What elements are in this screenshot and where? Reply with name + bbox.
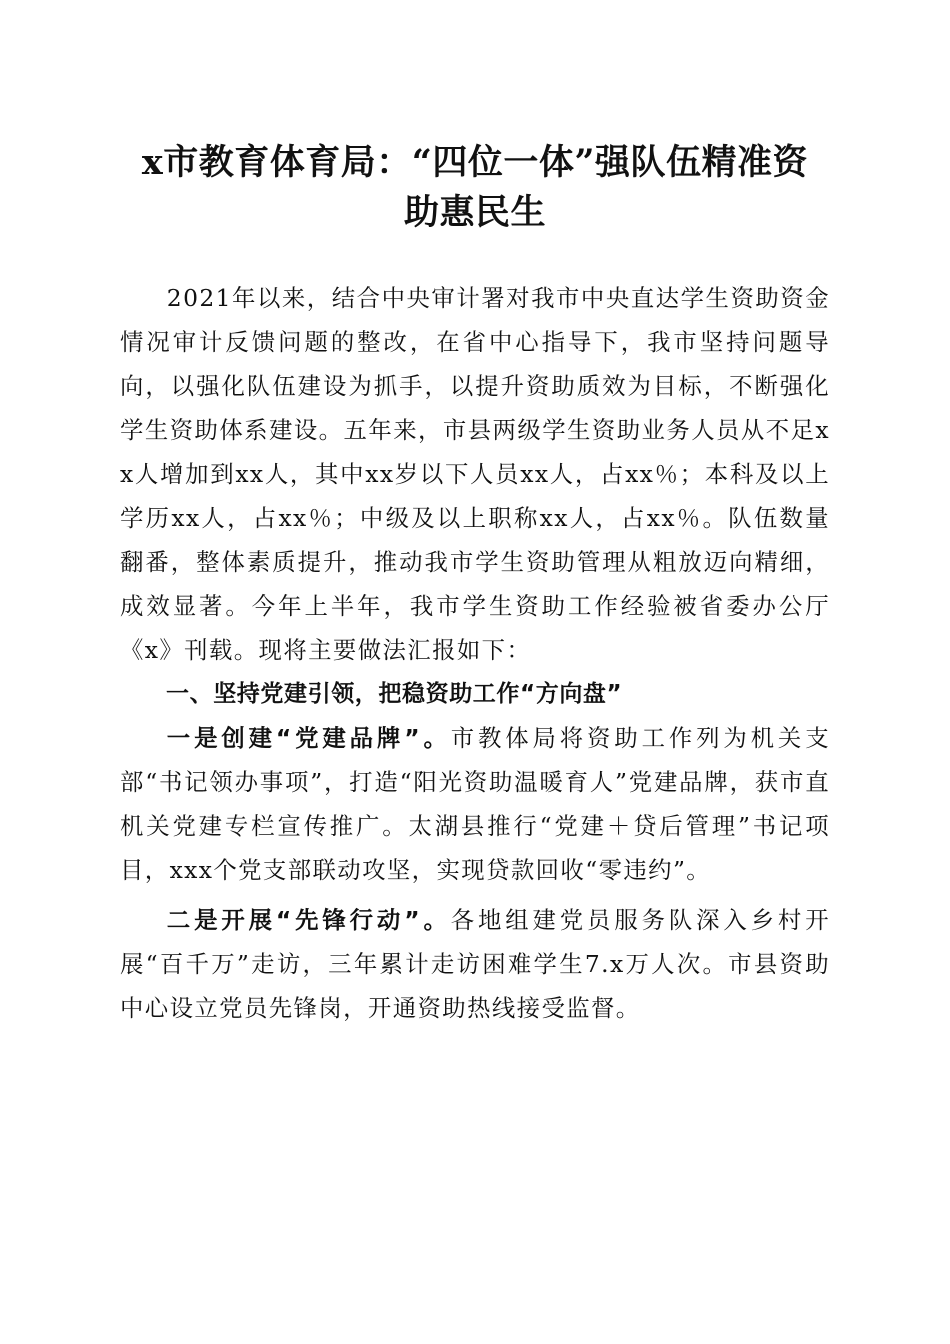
- document-body: [120, 276, 830, 1030]
- item-2-paragraph: [120, 898, 830, 1030]
- item-2-text: 各地组建党员服务队深入乡村开展“百千万”走访，三年累计走访困难学生7.x万人次。市县资助中心设立党员先锋岗，开通资助热线接受监督。: [120, 906, 830, 1022]
- title-line-2: 助惠民生: [403, 192, 546, 233]
- title-line-1: x市教育体育局：“四位一体”强队伍精准资: [141, 142, 809, 183]
- item-1-paragraph: [120, 716, 830, 892]
- item-2-lead: 二是开展“先锋行动”。: [166, 906, 451, 934]
- section-1-heading: 一、坚持党建引领，把稳资助工作“方向盘”: [166, 681, 623, 707]
- intro-paragraph: 2021年以来，结合中央审计署对我市中央直达学生资助资金情况审计反馈问题的整改，在省中心指导下，我市坚持问题导向，以强化队伍建设为抓手，以提升资助质效为目标，不断强化学生资助体系建设。五年来，市县两级学生资助业务人员从不足xx人增加到xx人，其中xx岁以下人员xx人，占xx％；本科及以上学历xx人，占xx％；中级及以上职称xx人，占xx％。队伍数量翻番，整体素质提升，推动我市学生资助管理从粗放迈向精细，成效显著。今年上半年，我市学生资助工作经验被省委办公厅《x》刊载。现将主要做法汇报如下：: [120, 284, 830, 664]
- item-1-text: 市教体局将资助工作列为机关支部“书记领办事项”，打造“阳光资助温暖育人”党建品牌，获市直机关党建专栏宣传推广。太湖县推行“党建＋贷后管理”书记项目，xxx个党支部联动攻坚，实现贷款回收“零违约”。: [120, 724, 830, 884]
- document-title: [110, 138, 840, 238]
- item-1-lead: 一是创建“党建品牌”。: [166, 724, 451, 752]
